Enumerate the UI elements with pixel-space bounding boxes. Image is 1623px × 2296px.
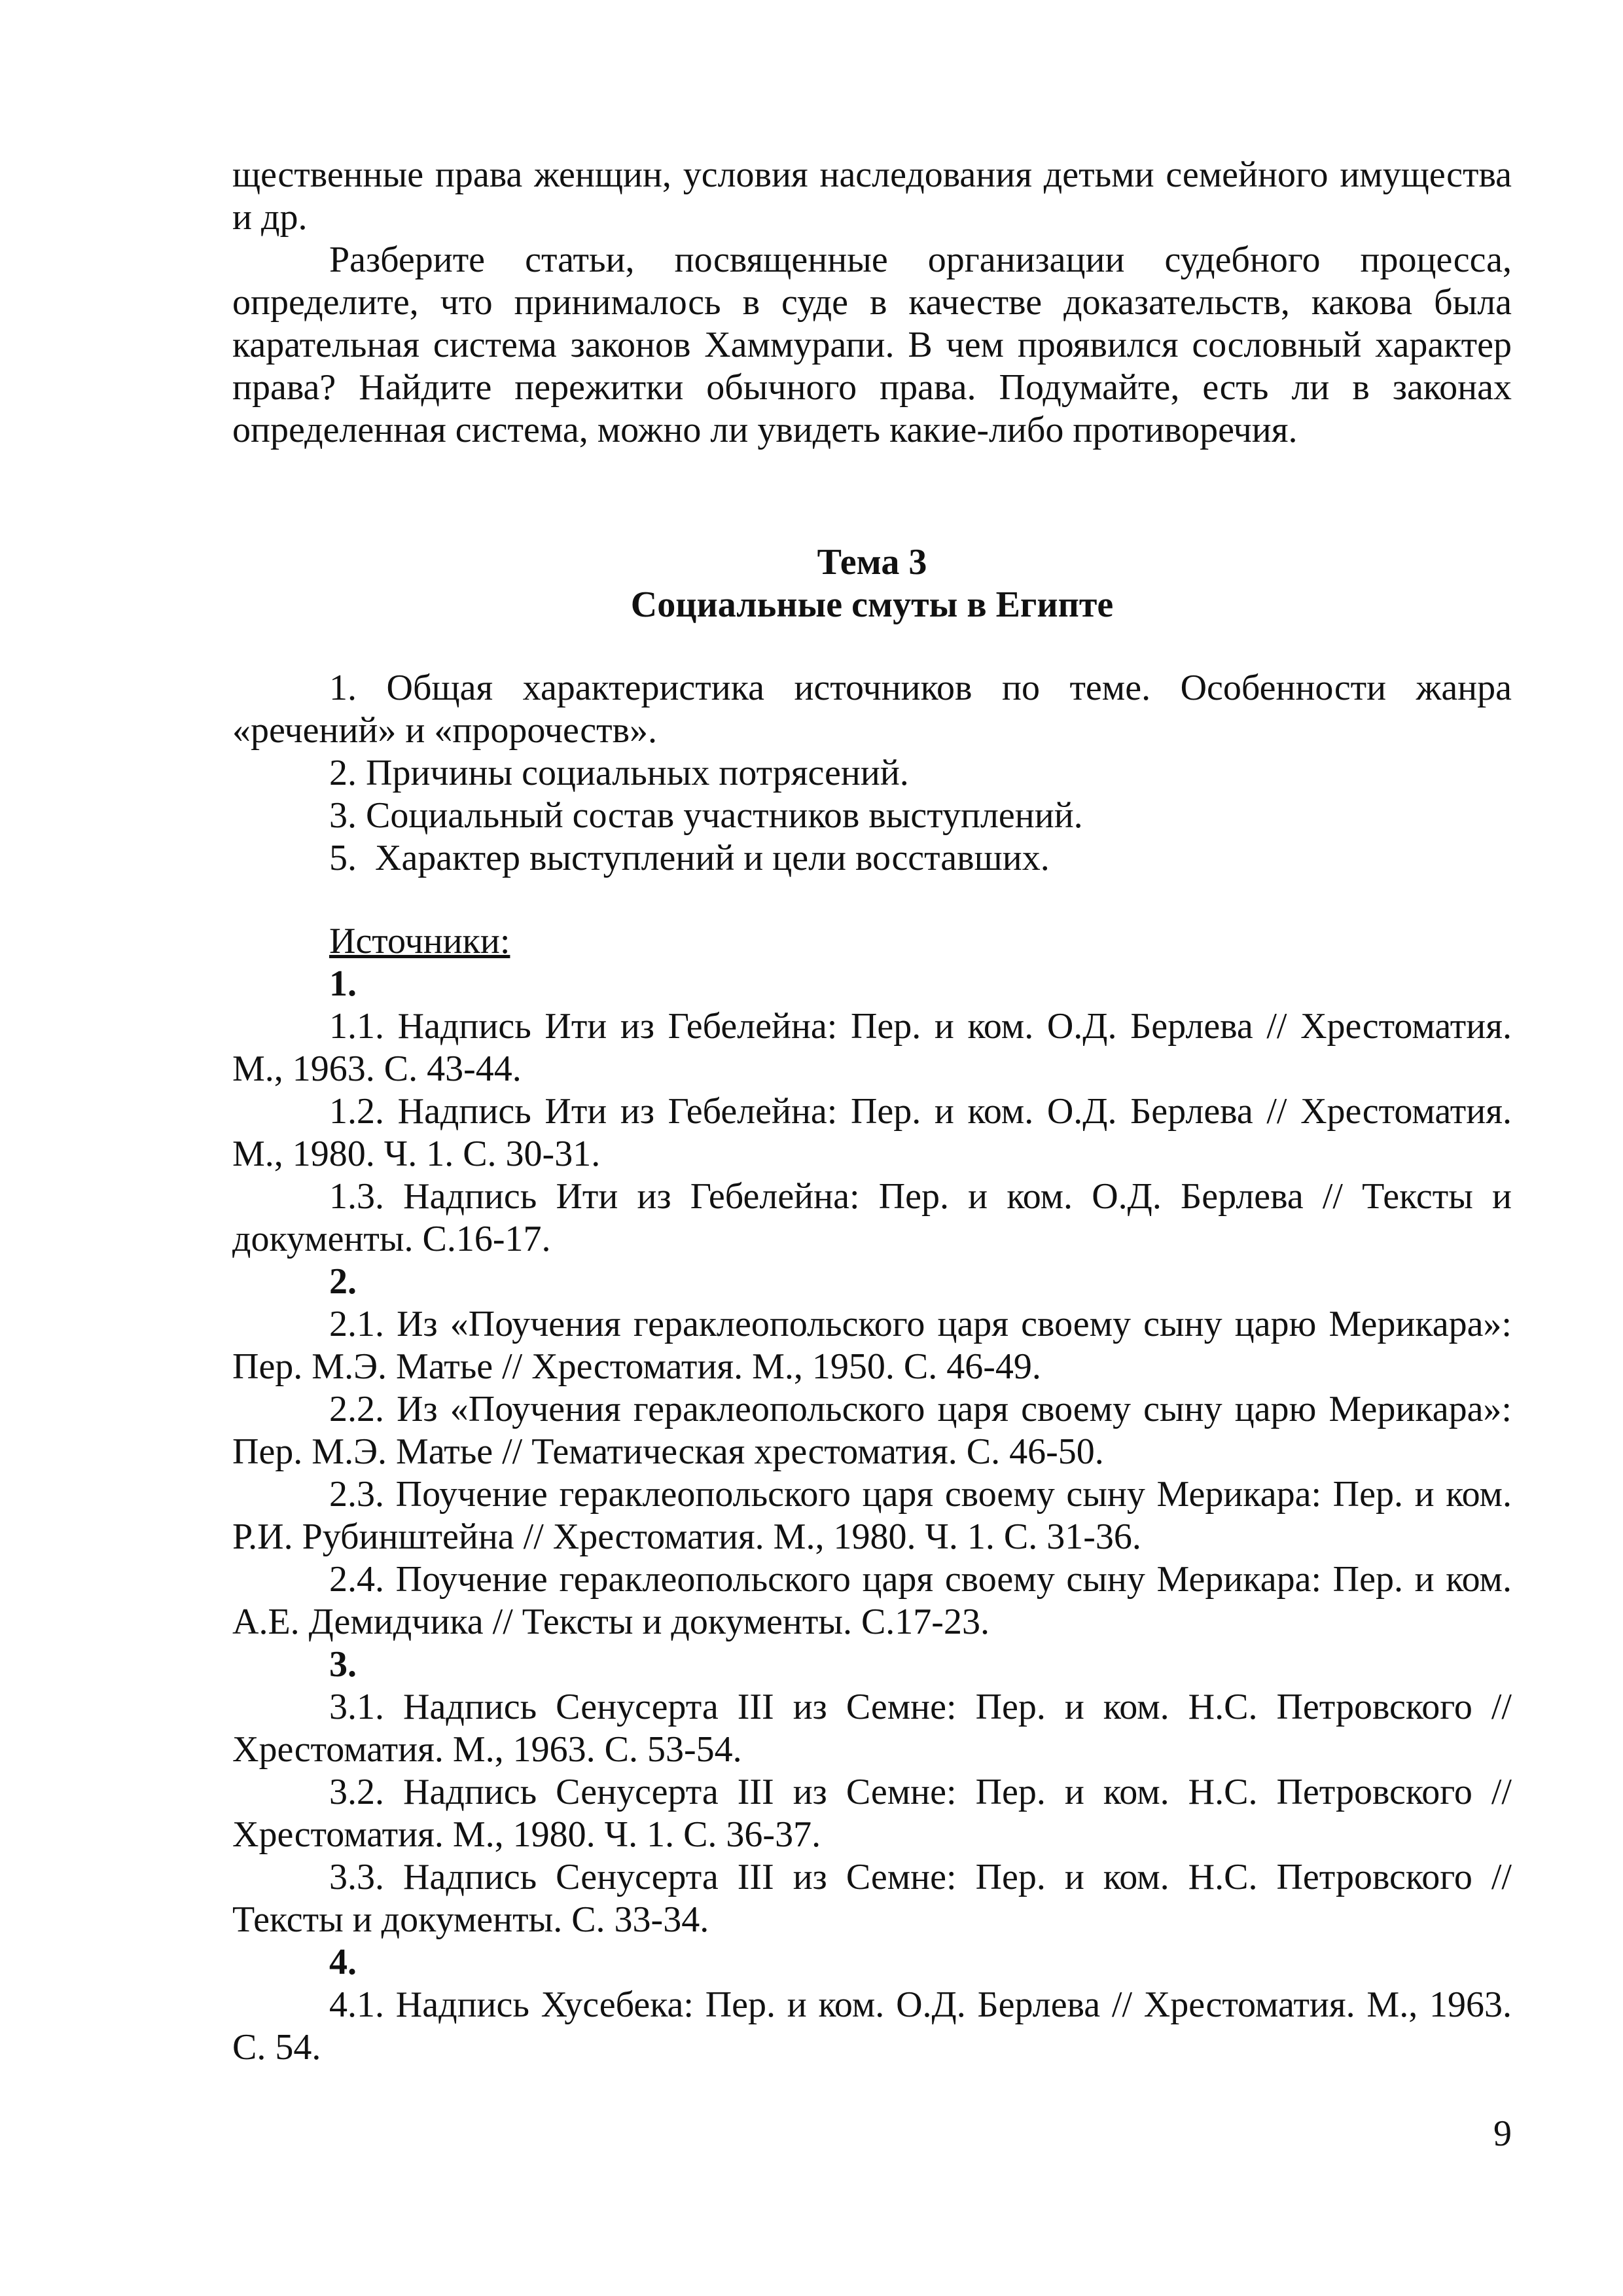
source-item: 2.2. Из «Поучения гераклеопольского царя своему сыну царю Мерикара»: Пер. М.Э. Матье // Тематическая хрестоматия. С. 46-50. (232, 1389, 1512, 1472)
question-item: 3. Социальный состав участников выступлений. (329, 795, 1083, 836)
source-item: 3.1. Надпись Сенусерта III из Семне: Пер. и ком. Н.С. Петровского // Хрестоматия. М., 1963. С. 53-54. (232, 1687, 1512, 1770)
source-item: 2.4. Поучение гераклеопольского царя своему сыну Мерикара: Пер. и ком. А.Е. Демидчика // Тексты и документы. С.17-23. (232, 1559, 1512, 1642)
source-group-label: 2. (329, 1261, 357, 1302)
question-item: 2. Причины социальных потрясений. (329, 753, 909, 793)
source-item: 2.1. Из «Поучения гераклеопольского царя своему сыну царю Мерикара»: Пер. М.Э. Матье // Хрестоматия. М., 1950. С. 46-49. (232, 1304, 1512, 1387)
page-number: 9 (1493, 2113, 1512, 2154)
question-item: 5. Характер выступлений и цели восставших. (329, 838, 1050, 878)
source-item: 3.3. Надпись Сенусерта III из Семне: Пер. и ком. Н.С. Петровского // Тексты и документы. С. 33-34. (232, 1857, 1512, 1940)
source-item: 3.2. Надпись Сенусерта III из Семне: Пер. и ком. Н.С. Петровского // Хрестоматия. М., 1980. Ч. 1. С. 36-37. (232, 1772, 1512, 1855)
topic-number: Тема 3 (817, 542, 927, 583)
source-group-label: 4. (329, 1942, 357, 1982)
source-group-label: 1. (329, 963, 357, 1004)
intro-paragraph: Разберите статьи, посвященные организации судебного процесса, определите, что принималось в суде в качестве доказательств, какова была карательная система законов Хаммурапи. В чем проявился сословный характер права? Найдите пережитки обычного права. Подумайте, есть ли в законах определенная система, можно ли увидеть какие-либо противоречия. (232, 240, 1512, 450)
source-item: 4.1. Надпись Хусебека: Пер. и ком. О.Д. Берлева // Хрестоматия. М., 1963. С. 54. (232, 1984, 1512, 2068)
source-item: 1.2. Надпись Ити из Гебелейна: Пер. и ком. О.Д. Берлева // Хрестоматия. М., 1980. Ч. 1. С. 30-31. (232, 1091, 1512, 1174)
source-item: 1.3. Надпись Ити из Гебелейна: Пер. и ком. О.Д. Берлева // Тексты и документы. С.16-17. (232, 1176, 1512, 1259)
source-group-label: 3. (329, 1644, 357, 1685)
source-item: 2.3. Поучение гераклеопольского царя своему сыну Мерикара: Пер. и ком. Р.И. Рубинштейна // Хрестоматия. М., 1980. Ч. 1. С. 31-36. (232, 1474, 1512, 1557)
question-item: 1. Общая характеристика источников по теме. Особенности жанра «речений» и «пророчеств». (232, 668, 1512, 751)
source-item: 1.1. Надпись Ити из Гебелейна: Пер. и ком. О.Д. Берлева // Хрестоматия. М., 1963. С. 43-44. (232, 1006, 1512, 1089)
intro-continuation: щественные права женщин, условия наследования детьми семейного имущества и др. (232, 154, 1512, 238)
sources-heading: Источники: (329, 921, 510, 961)
topic-title: Социальные смуты в Египте (630, 584, 1114, 625)
document-page (232, 154, 1512, 2069)
